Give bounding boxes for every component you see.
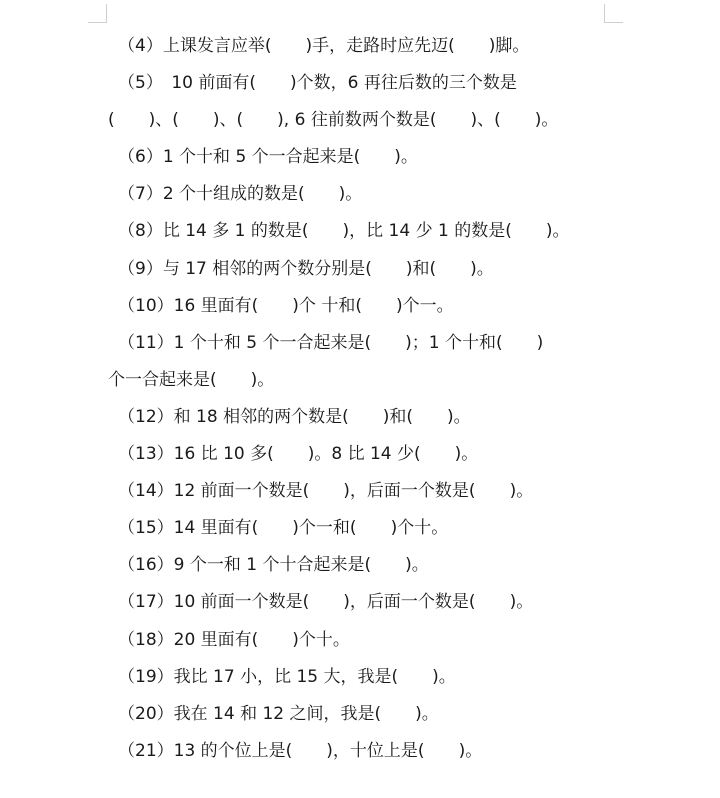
text-line: （6）1 个十和 5 个一合起来是( )。 bbox=[118, 147, 418, 168]
text-line: （10）16 里面有( )个 十和( )个一。 bbox=[118, 295, 454, 316]
question-list bbox=[0, 28, 720, 770]
text-line: （18）20 里面有( )个十。 bbox=[118, 629, 350, 650]
text-line: （11）1 个十和 5 个一合起来是( )；1 个十和( ) bbox=[118, 332, 544, 353]
page-corner-mark-right bbox=[604, 4, 623, 23]
text-line: （12）和 18 相邻的两个数是( )和( )。 bbox=[118, 406, 471, 427]
text-line: （7）2 个十组成的数是( )。 bbox=[118, 184, 363, 205]
text-line: （14）12 前面一个数是( )，后面一个数是( )。 bbox=[118, 481, 534, 502]
text-line: （20）我在 14 和 12 之间，我是( )。 bbox=[118, 703, 439, 724]
text-line: 个一合起来是( )。 bbox=[108, 369, 275, 390]
text-line: （16）9 个一和 1 个十合起来是( )。 bbox=[118, 555, 429, 576]
text-line: （19）我比 17 小，比 15 大，我是( )。 bbox=[118, 666, 456, 687]
text-line: （21）13 的个位上是( )，十位上是( )。 bbox=[118, 740, 483, 761]
text-line: （13）16 比 10 多( )。8 比 14 少( )。 bbox=[118, 444, 479, 465]
text-line: （8）比 14 多 1 的数是( )，比 14 少 1 的数是( )。 bbox=[118, 221, 570, 242]
text-line: ( )、( )、( ), 6 往前数两个数是( )、( )。 bbox=[108, 110, 559, 131]
text-line: （4）上课发言应举( )手，走路时应先迈( )脚。 bbox=[118, 36, 530, 56]
text-line: （17）10 前面一个数是( )，后面一个数是( )。 bbox=[118, 592, 534, 613]
text-line: （15）14 里面有( )个一和( )个十。 bbox=[118, 518, 449, 539]
page-corner-mark-left bbox=[88, 4, 107, 23]
text-line: （5） 10 前面有( )个数，6 再往后数的三个数是 bbox=[118, 73, 517, 94]
text-line: （9）与 17 相邻的两个数分别是( )和( )。 bbox=[118, 258, 494, 279]
